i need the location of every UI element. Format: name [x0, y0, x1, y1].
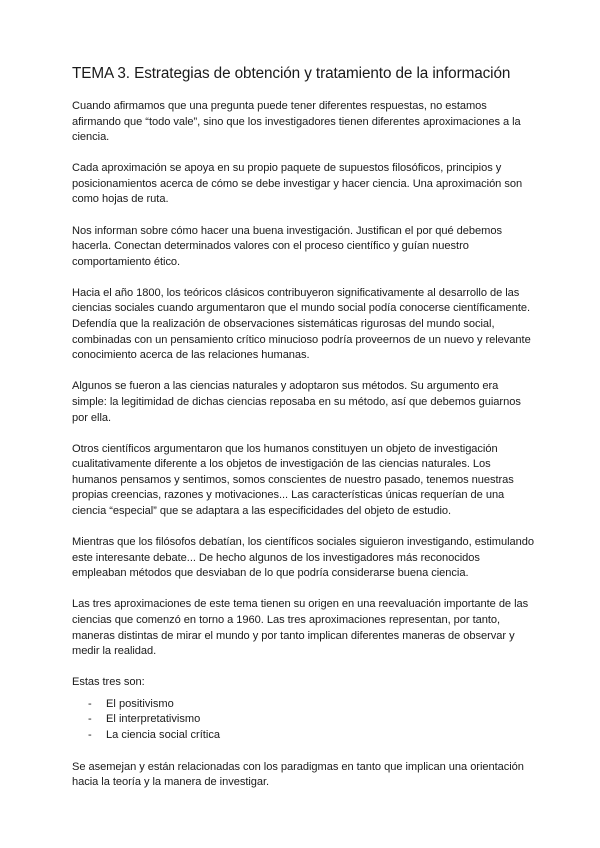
list-dash: -: [88, 713, 92, 726]
list-item-label: La ciencia social crítica: [106, 729, 221, 741]
paragraph-6: Otros científicos argumentaron que los humanos constituyen un objeto de investigación cualitativamente diferente a los objetos de investigación de las ciencias naturales. Los humanos pensamos y sentimos, somos conscientes de nuestro pasado, tenemos nuestras propias creencias, razones y motivaciones... Las características únicas requerían de una ciencia “especial” que se adaptara a las especificidades del objeto de estudio.: [72, 442, 514, 517]
paragraph-8: Las tres aproximaciones de este tema tienen su origen en una reevaluación importante de las ciencias que comenzó en torno a 1960. Las tres aproximaciones representan, por tanto, maneras distintas de mirar el mundo y por tanto implican diferentes maneras de observar y medir la realidad.: [72, 598, 529, 658]
paragraph-3: Nos informan sobre cómo hacer una buena investigación. Justifican el por qué debemos hacerla. Conectan determinados valores con el proceso científico y guían nuestro comportamiento ético.: [72, 224, 502, 268]
list-item: [72, 712, 534, 728]
list-item: [72, 728, 534, 744]
paragraph-4: Hacia el año 1800, los teóricos clásicos contribuyeron significativamente al desarrollo de las ciencias sociales cuando argumentaron que el mundo social podía conocerse científicamente. Defendía que la realización de observaciones sistemáticas rigurosas del mundo social, combinadas con un pensamiento crítico minucioso podría proveernos de un nuevo y relevante conocimiento acerca de las relaciones humanas.: [72, 286, 531, 362]
list-item-label: El positivismo: [106, 697, 174, 710]
list-dash: -: [88, 697, 92, 710]
document-page: [72, 64, 534, 806]
list-dash: -: [88, 729, 92, 741]
document-title: TEMA 3. Estrategias de obtención y tratamiento de la información: [72, 65, 511, 82]
paragraph-1: Cuando afirmamos que una pregunta puede tener diferentes respuestas, no estamos afirmando que “todo vale”, sino que los investigadores tienen diferentes aproximaciones a la ciencia.: [72, 100, 521, 144]
paragraph-5: Algunos se fueron a las ciencias naturales y adoptaron sus métodos. Su argumento era simple: la legitimidad de dichas ciencias reposaba en su método, así que debemos guiarnos por ella.: [72, 380, 521, 424]
list-item: [72, 697, 534, 713]
paragraph-7: Mientras que los filósofos debatían, los científicos sociales siguieron investigando, estimulando este interesante debate... De hecho algunos de los investigadores más reconocidos empleaban métodos que desviaban de lo que podría considerarse buena ciencia.: [72, 536, 534, 580]
closing-paragraph: Se asemejan y están relacionadas con los paradigmas en tanto que implican una orientación hacia la teoría y la manera de investigar.: [72, 760, 524, 789]
list-intro: Estas tres son:: [72, 676, 145, 689]
list-item-label: El interpretativismo: [106, 713, 201, 726]
paragraph-2: Cada aproximación se apoya en su propio paquete de supuestos filosóficos, principios y posicionamientos acerca de cómo se debe investigar y hacer ciencia. Una aproximación son como hojas de ruta.: [72, 162, 523, 206]
approaches-list: [72, 697, 534, 744]
